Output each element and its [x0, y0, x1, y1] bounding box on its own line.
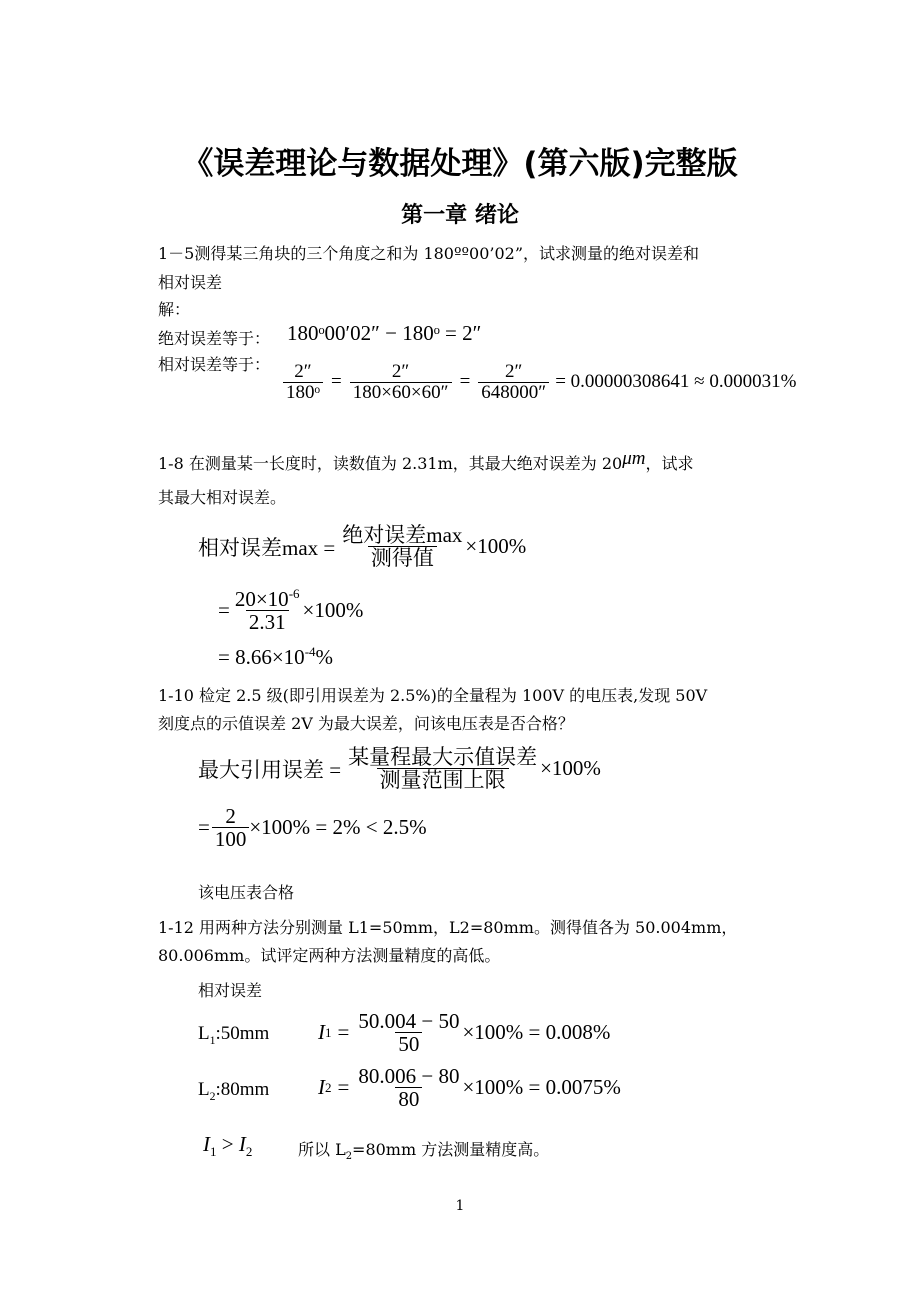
problem-1-5-line1: 1－5测得某三角块的三个角度之和为 180ºº00’02”，试求测量的绝对误差和 [158, 244, 700, 263]
fraction-numerator: 绝对误差max [342, 523, 463, 547]
i1-subscript: 1 [210, 1144, 217, 1160]
fraction-denominator: 测量范围上限 [377, 768, 509, 791]
reference-error-result [198, 805, 427, 850]
fraction-3-numerator: 2″ [505, 361, 523, 382]
problem-1-10-line2: 刻度点的示值误差 2V 为最大误差，问该电压表是否合格？ [158, 714, 574, 733]
precision-comparison [203, 1132, 252, 1160]
i2-symbol: I [238, 1132, 246, 1156]
final-result-exponent: -4 [304, 644, 316, 659]
times-100-percent: ×100% [540, 756, 601, 781]
numerator-exponent: -6 [288, 586, 300, 601]
equals-sign: = [459, 371, 471, 393]
fraction [345, 746, 540, 791]
micrometer-unit: μm [622, 448, 646, 469]
l1-subscript: 1 [209, 1033, 216, 1047]
fraction-numerator [232, 587, 303, 610]
page-number: 1 [455, 1198, 465, 1214]
fraction-2-denominator: 180×60×60″ [350, 382, 452, 403]
problem-1-12-line2: 80.006mm。试评定两种方法测量精度的高低。 [158, 946, 501, 965]
l1-formula [318, 1010, 610, 1055]
relative-error-formula [283, 362, 796, 403]
equals-sign: = [330, 371, 342, 393]
problem-1-8-text: 1-8 在测量某一长度时，读数值为 2.31m，其最大绝对误差为 20 [158, 454, 623, 473]
problem-1-8-text-end: ，试求 [645, 454, 694, 473]
conclusion-text-end: =80mm 方法测量精度高。 [352, 1140, 550, 1159]
percent-sign: % [315, 645, 334, 669]
fraction-numerator: 80.006 − 80 [358, 1064, 460, 1088]
fraction-denominator: 50 [395, 1032, 422, 1055]
solution-label: 解： [158, 300, 191, 319]
equals-sign: = [198, 815, 210, 840]
numerator-base: 20×10 [234, 587, 289, 611]
fraction [232, 587, 303, 633]
final-result-base: = 8.66×10 [218, 645, 305, 669]
absolute-error-formula: 180ᵒ00′02″ − 180ᵒ = 2″ [287, 321, 482, 345]
fraction-denominator: 测得值 [368, 546, 437, 569]
fraction-1 [283, 362, 323, 403]
fraction [339, 524, 465, 569]
chapter-heading: 第一章 绪论 [401, 203, 519, 228]
fraction-1-denominator: 180ᵒ [283, 382, 323, 403]
final-result [218, 644, 333, 670]
fraction [212, 805, 250, 850]
times-100-percent: ×100% [302, 597, 364, 622]
problem-1-8-line1 [158, 448, 694, 475]
l1-label [198, 1023, 269, 1048]
i2-symbol: I [318, 1075, 325, 1100]
fraction [355, 1065, 462, 1110]
conclusion-subscript: 2 [345, 1151, 353, 1163]
result-comparison: ×100% = 2% < 2.5% [249, 815, 427, 840]
page-title: 《误差理论与数据处理》(第六版)完整版 [182, 146, 738, 182]
l2-letter: L [198, 1079, 210, 1100]
fraction-numerator: 某量程最大示值误差 [348, 745, 538, 769]
l1-value: :50mm [215, 1023, 270, 1044]
fraction [355, 1010, 462, 1055]
l2-result: ×100% = 0.0075% [462, 1075, 621, 1100]
fraction-denominator: 80 [395, 1087, 422, 1110]
fraction-numerator: 2 [225, 804, 236, 828]
fraction-numerator: 50.004 − 50 [358, 1009, 460, 1033]
relative-error-result: = 0.00000308641 ≈ 0.000031% [555, 371, 797, 393]
max-relative-error-formula [198, 524, 526, 569]
fraction-1-numerator: 2″ [294, 361, 312, 382]
equals-sign: = [218, 597, 230, 622]
i2-subscript: 2 [325, 1079, 332, 1095]
l2-label [198, 1079, 269, 1104]
max-reference-error-formula [198, 746, 601, 791]
equals-sign: = [337, 1020, 350, 1045]
absolute-error-label: 绝对误差等于： [158, 329, 271, 348]
i1-subscript: 1 [325, 1024, 332, 1040]
final-conclusion [298, 1137, 549, 1162]
l1-letter: L [198, 1023, 210, 1044]
fraction-denominator: 2.31 [246, 610, 289, 633]
fraction-3 [478, 362, 549, 403]
problem-1-8-line2: 其最大相对误差。 [158, 488, 287, 507]
fraction-2 [350, 362, 452, 403]
formula-lhs: 相对误差max = [198, 535, 336, 560]
formula-lhs: 最大引用误差 = [198, 757, 342, 782]
equals-sign: = [337, 1075, 350, 1100]
i1-symbol: I [318, 1020, 325, 1045]
i1-symbol: I [203, 1132, 210, 1156]
substitution-formula [218, 587, 363, 633]
conclusion-text: 所以 L [298, 1140, 346, 1159]
times-100-percent: ×100% [465, 534, 527, 559]
relative-error-label: 相对误差等于： [158, 355, 271, 374]
fraction-3-denominator: 648000″ [478, 382, 549, 403]
i2-subscript: 2 [245, 1144, 253, 1160]
l2-value: :80mm [215, 1079, 270, 1100]
l2-subscript: 2 [209, 1089, 216, 1103]
greater-than-sign: > [216, 1132, 239, 1156]
problem-1-10-line1: 1-10 检定 2.5 级(即引用误差为 2.5%)的全量程为 100V 的电压表,发现 50V [158, 686, 708, 705]
fraction-2-numerator: 2″ [391, 361, 410, 382]
fraction-denominator: 100 [212, 827, 250, 850]
voltmeter-conclusion: 该电压表合格 [198, 883, 295, 902]
problem-1-5-line2: 相对误差 [158, 273, 223, 292]
relative-error-heading: 相对误差 [198, 981, 263, 1000]
l1-result: ×100% = 0.008% [462, 1020, 611, 1045]
problem-1-12-line1: 1-12 用两种方法分别测量 L1=50mm，L2=80mm。测得值各为 50.004mm， [158, 918, 738, 937]
l2-formula [318, 1065, 621, 1110]
